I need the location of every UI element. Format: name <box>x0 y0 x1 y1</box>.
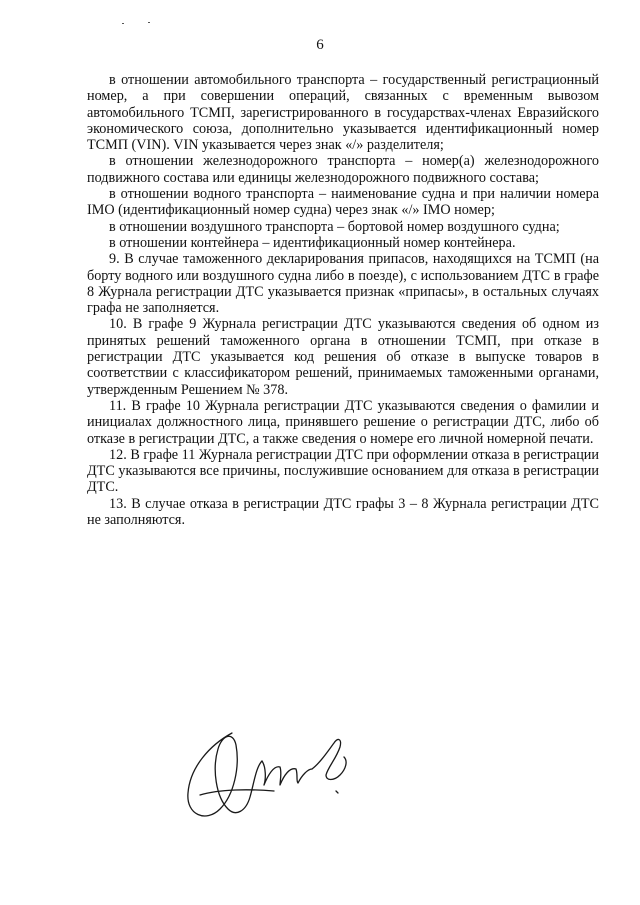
paragraph-item-11: 11. В графе 10 Журнала регистрации ДТС указываются сведения о фамилии и инициалах должностного лица, принявшего решение о регистрации ДТС, либо об отказе в регистрации ДТС, а также сведения о номере его личной номерной печати. <box>87 397 599 447</box>
paragraph-container: в отношении контейнера – идентификационный номер контейнера. <box>109 234 516 251</box>
scan-speck <box>122 23 124 24</box>
paragraph-rail-transport: в отношении железнодорожного транспорта – номер(а) железнодорожного подвижного состава или единицы железнодорожного подвижного состава; <box>87 153 599 186</box>
paragraph-item-13: 13. В случае отказа в регистрации ДТС графы 3 – 8 Журнала регистрации ДТС не заполняются. <box>87 495 599 529</box>
handwritten-signature <box>170 705 370 835</box>
document-body <box>87 72 599 528</box>
paragraph-item-10: 10. В графе 9 Журнала регистрации ДТС указываются сведения об одном из принятых решений таможенного органа в отношении ТСМП, при отказе в регистрации ДТС указывается код решения об отказе в выпуске товаров в соответствии с классификатором решений, принимаемых таможенными органами, утвержденным Решением № 378. <box>87 316 599 398</box>
page-number: 6 <box>316 37 324 53</box>
paragraph-water-transport: в отношении водного транспорта – наименование судна и при наличии номера IMO (идентификационный номер судна) через знак «/» IMO номер; <box>87 186 599 219</box>
paragraph-road-transport: в отношении автомобильного транспорта – государственный регистрационный номер, а при совершении операций, связанных с временным вывозом автомобильного ТСМП, зарегистрированного в государствах-членах Евразийского экономического союза, дополнительно указывается идентификационный номер ТСМП (VIN). VIN указывается через знак «/» разделителя; <box>87 72 599 154</box>
paragraph-item-12: 12. В графе 11 Журнала регистрации ДТС при оформлении отказа в регистрации ДТС указываются все причины, послужившие основанием для отказа в регистрации ДТС. <box>87 446 599 496</box>
paragraph-item-9: 9. В случае таможенного декларирования припасов, находящихся на ТСМП (на борту водного или воздушного судна либо в поезде), с использованием ДТС в графе 8 Журнала регистрации ДТС указывается признак «припасы», в остальных случаях графа не заполняется. <box>87 251 599 317</box>
scan-speck <box>148 22 150 23</box>
paragraph-air-transport: в отношении воздушного транспорта – бортовой номер воздушного судна; <box>109 218 560 235</box>
